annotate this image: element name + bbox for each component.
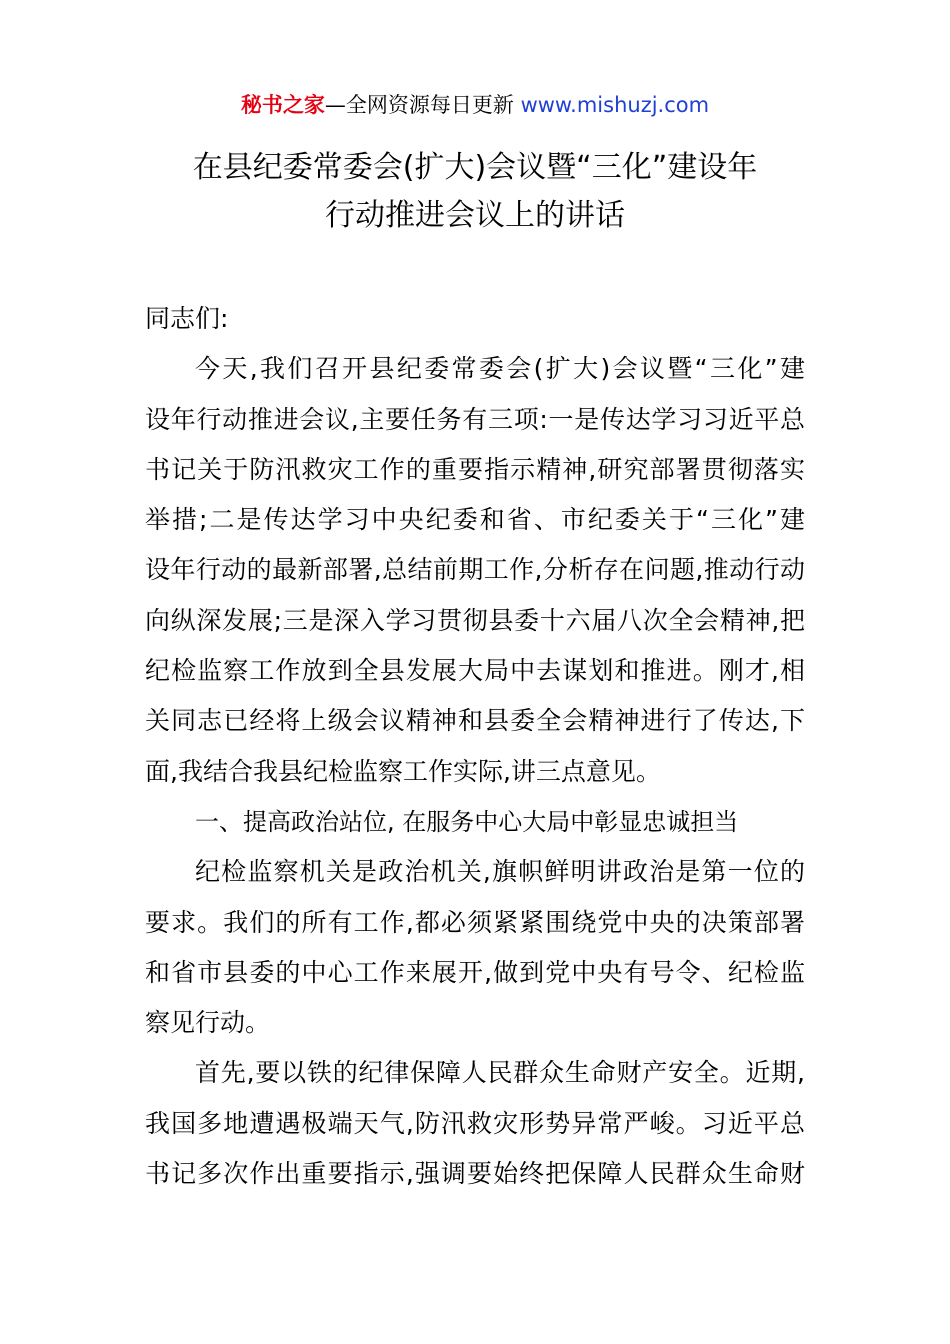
header-tagline: 全网资源每日更新 — [345, 93, 514, 117]
paragraph-1-line: 书记关于防汛救灾工作的重要指示精神,研究部署贯彻落实 — [145, 454, 805, 484]
header-dash: — — [324, 93, 346, 117]
paragraph-1-line: 设年行动推进会议,主要任务有三项:一是传达学习习近平总 — [145, 404, 805, 434]
section-1-heading: 一、提高政治站位, 在服务中心大局中彰显忠诚担当 — [195, 807, 739, 836]
document-body — [145, 294, 805, 1199]
paragraph-3-line: 书记多次作出重要指示,强调要始终把保障人民群众生命财 — [145, 1159, 805, 1189]
paragraph-1-line: 纪检监察工作放到全县发展大局中去谋划和推进。刚才,相 — [145, 656, 805, 686]
paragraph-1-line: 举措;二是传达学习中央纪委和省、市纪委关于“三化”建 — [145, 505, 805, 535]
site-url-link[interactable]: www.mishuzj.com — [520, 93, 710, 117]
paragraph-1-line: 面,我结合我县纪检监察工作实际,讲三点意见。 — [145, 756, 661, 786]
paragraph-1-line: 向纵深发展;三是深入学习贯彻县委十六届八次全会精神,把 — [145, 605, 805, 635]
salutation: 同志们: — [145, 304, 229, 333]
paragraph-1-line: 设年行动的最新部署,总结前期工作,分析存在问题,推动行动 — [145, 555, 805, 585]
paragraph-3-line: 我国多地遭遇极端天气,防汛救灾形势异常严峻。习近平总 — [145, 1108, 805, 1138]
paragraph-3-line: 首先,要以铁的纪律保障人民群众生命财产安全。近期, — [195, 1058, 805, 1088]
brand-name: 秘书之家 — [240, 93, 325, 117]
paragraph-2-line: 要求。我们的所有工作,都必须紧紧围绕党中央的决策部署 — [145, 907, 805, 937]
paragraph-2-line: 察见行动。 — [145, 1008, 271, 1038]
site-header — [0, 88, 950, 122]
paragraph-2-line: 纪检监察机关是政治机关,旗帜鲜明讲政治是第一位的 — [195, 857, 805, 887]
paragraph-2-line: 和省市县委的中心工作来展开,做到党中央有号令、纪检监 — [145, 957, 805, 987]
paragraph-1-line: 关同志已经将上级会议精神和县委全会精神进行了传达,下 — [145, 706, 805, 736]
paragraph-1-line: 今天,我们召开县纪委常委会(扩大)会议暨“三化”建 — [195, 354, 805, 384]
document-title-line-2: 行动推进会议上的讲话 — [325, 198, 625, 233]
document-title-line-1: 在县纪委常委会(扩大)会议暨“三化”建设年 — [192, 150, 758, 185]
